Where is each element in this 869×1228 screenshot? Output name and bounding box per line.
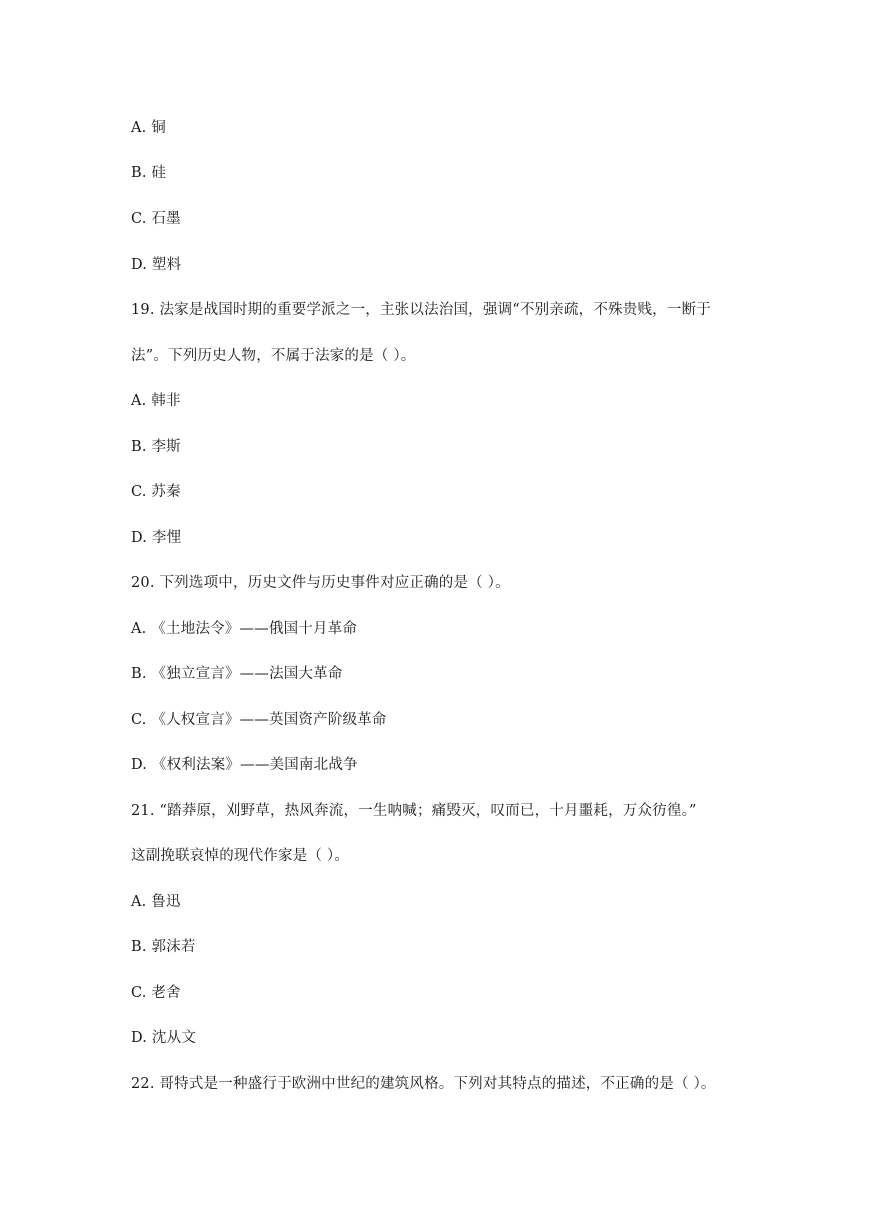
q20-option-a: A. 《土地法令》——俄国十月革命 <box>131 621 358 637</box>
q18-option-c: C. 石墨 <box>131 211 181 227</box>
q21-option-a: A. 鲁迅 <box>131 894 181 910</box>
q20-option-d: D. 《权利法案》——美国南北战争 <box>131 757 358 773</box>
q22-stem-line1: 22. 哥特式是一种盛行于欧洲中世纪的建筑风格。下列对其特点的描述，不正确的是（ ）。 <box>131 1076 716 1092</box>
q19-option-a: A. 韩非 <box>131 393 181 409</box>
q18-option-b: B. 硅 <box>131 165 167 181</box>
q21-stem-line1: 21. “踏莽原，刈野草，热风奔流，一生呐喊；痛毁灭，叹而已，十月噩耗，万众彷徨。” <box>131 803 697 819</box>
q20-option-b: B. 《独立宣言》——法国大革命 <box>131 666 343 682</box>
q21-option-d: D. 沈从文 <box>131 1030 197 1046</box>
q21-stem-line2: 这副挽联哀悼的现代作家是（ ）。 <box>131 848 350 864</box>
q18-option-d: D. 塑料 <box>131 257 182 273</box>
q21-option-c: C. 老舍 <box>131 985 181 1001</box>
q20-option-c: C. 《人权宣言》——英国资产阶级革命 <box>131 712 387 728</box>
q19-stem-line2: 法”。下列历史人物，不属于法家的是（ ）。 <box>131 348 416 364</box>
q21-option-b: B. 郭沫若 <box>131 939 196 955</box>
q19-stem-line1: 19. 法家是战国时期的重要学派之一，主张以法治国，强调“不别亲疏，不殊贵贱，一断于 <box>131 302 711 318</box>
q20-stem-line1: 20. 下列选项中，历史文件与历史事件对应正确的是（ ）。 <box>131 575 510 591</box>
q19-option-b: B. 李斯 <box>131 439 181 455</box>
q19-option-d: D. 李悝 <box>131 530 182 546</box>
q18-option-a: A. 铜 <box>131 120 166 136</box>
q19-option-c: C. 苏秦 <box>131 484 181 500</box>
